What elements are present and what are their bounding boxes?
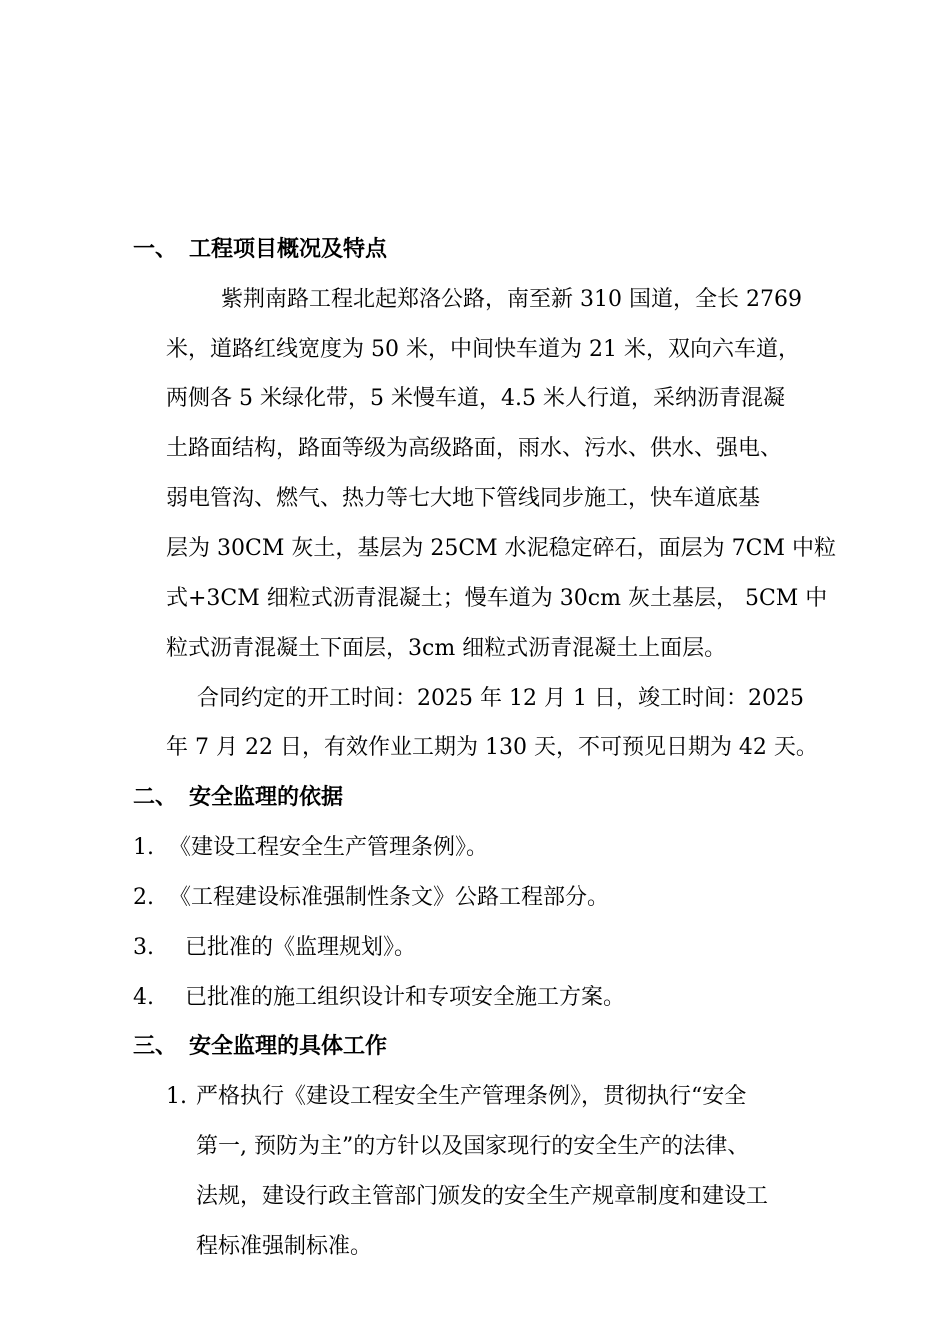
list-item-text: 已批准的施工组织设计和专项安全施工方案。 xyxy=(185,985,626,1010)
list-item-text: 《工程建设标准强制性条文》公路工程部分。 xyxy=(169,885,610,910)
list-item-text: 《建设工程安全生产管理条例》。 xyxy=(169,835,489,860)
paragraph-line: 两侧各 5 米绿化带，5 米慢车道，4.5 米人行道，采纳沥青混凝 xyxy=(166,386,785,411)
section-3-title: 安全监理的具体工作 xyxy=(189,1034,388,1059)
paragraph-line: 米，道路红线宽度为 50 米，中间快车道为 21 米，双向六车道， xyxy=(166,337,800,362)
paragraph-line: 法规，建设行政主管部门颁发的安全生产规章制度和建设工 xyxy=(196,1184,769,1209)
list-item-number: 1. xyxy=(133,835,154,860)
list-item xyxy=(133,984,625,1012)
list-item-number: 3. xyxy=(133,935,154,960)
paragraph-line: 程标准强制标准。 xyxy=(196,1234,373,1259)
section-1-number: 一、 xyxy=(133,237,178,262)
section-2-number: 二、 xyxy=(133,785,178,810)
list-item xyxy=(133,884,609,912)
paragraph-line: 粒式沥青混凝土下面层，3cm 细粒式沥青混凝土上面层。 xyxy=(166,636,727,661)
list-item-number: 4. xyxy=(133,985,154,1010)
section-1-title: 工程项目概况及特点 xyxy=(189,237,388,262)
section-1-heading xyxy=(133,236,387,264)
list-item-number: 2. xyxy=(133,885,154,910)
paragraph-line: 弱电管沟、燃气、热力等七大地下管线同步施工，快车道底基 xyxy=(166,486,761,511)
paragraph-line: 层为 30CM 灰土，基层为 25CM 水泥稳定碎石，面层为 7CM 中粒 xyxy=(166,536,837,561)
section-2-title: 安全监理的依据 xyxy=(189,785,344,810)
paragraph-line: 紫荆南路工程北起郑洛公路，南至新 310 国道，全长 2769 xyxy=(221,287,802,312)
paragraph-line: 合同约定的开工时间：2025 年 12 月 1 日，竣工时间：2025 xyxy=(197,686,804,711)
list-item xyxy=(133,834,488,862)
paragraph-line: 年 7 月 22 日，有效作业工期为 130 天，不可预见日期为 42 天。 xyxy=(166,735,818,760)
list-item xyxy=(166,1083,746,1111)
list-item xyxy=(133,934,416,962)
paragraph-line: 第一, 预防为主”的方针以及国家现行的安全生产的法律、 xyxy=(196,1134,750,1159)
list-item-text: 已批准的《监理规划》。 xyxy=(185,935,417,960)
section-2-heading xyxy=(133,784,343,812)
list-item-text: 严格执行《建设工程安全生产管理条例》，贯彻执行“安全 xyxy=(196,1084,747,1109)
section-3-heading xyxy=(133,1033,387,1061)
paragraph-line: 土路面结构，路面等级为高级路面，雨水、污水、供水、强电、 xyxy=(166,436,783,461)
paragraph-line: 式+3CM 细粒式沥青混凝土；慢车道为 30cm 灰土基层， 5CM 中 xyxy=(166,586,828,611)
list-item-number: 1. xyxy=(166,1084,187,1109)
section-3-number: 三、 xyxy=(133,1034,178,1059)
